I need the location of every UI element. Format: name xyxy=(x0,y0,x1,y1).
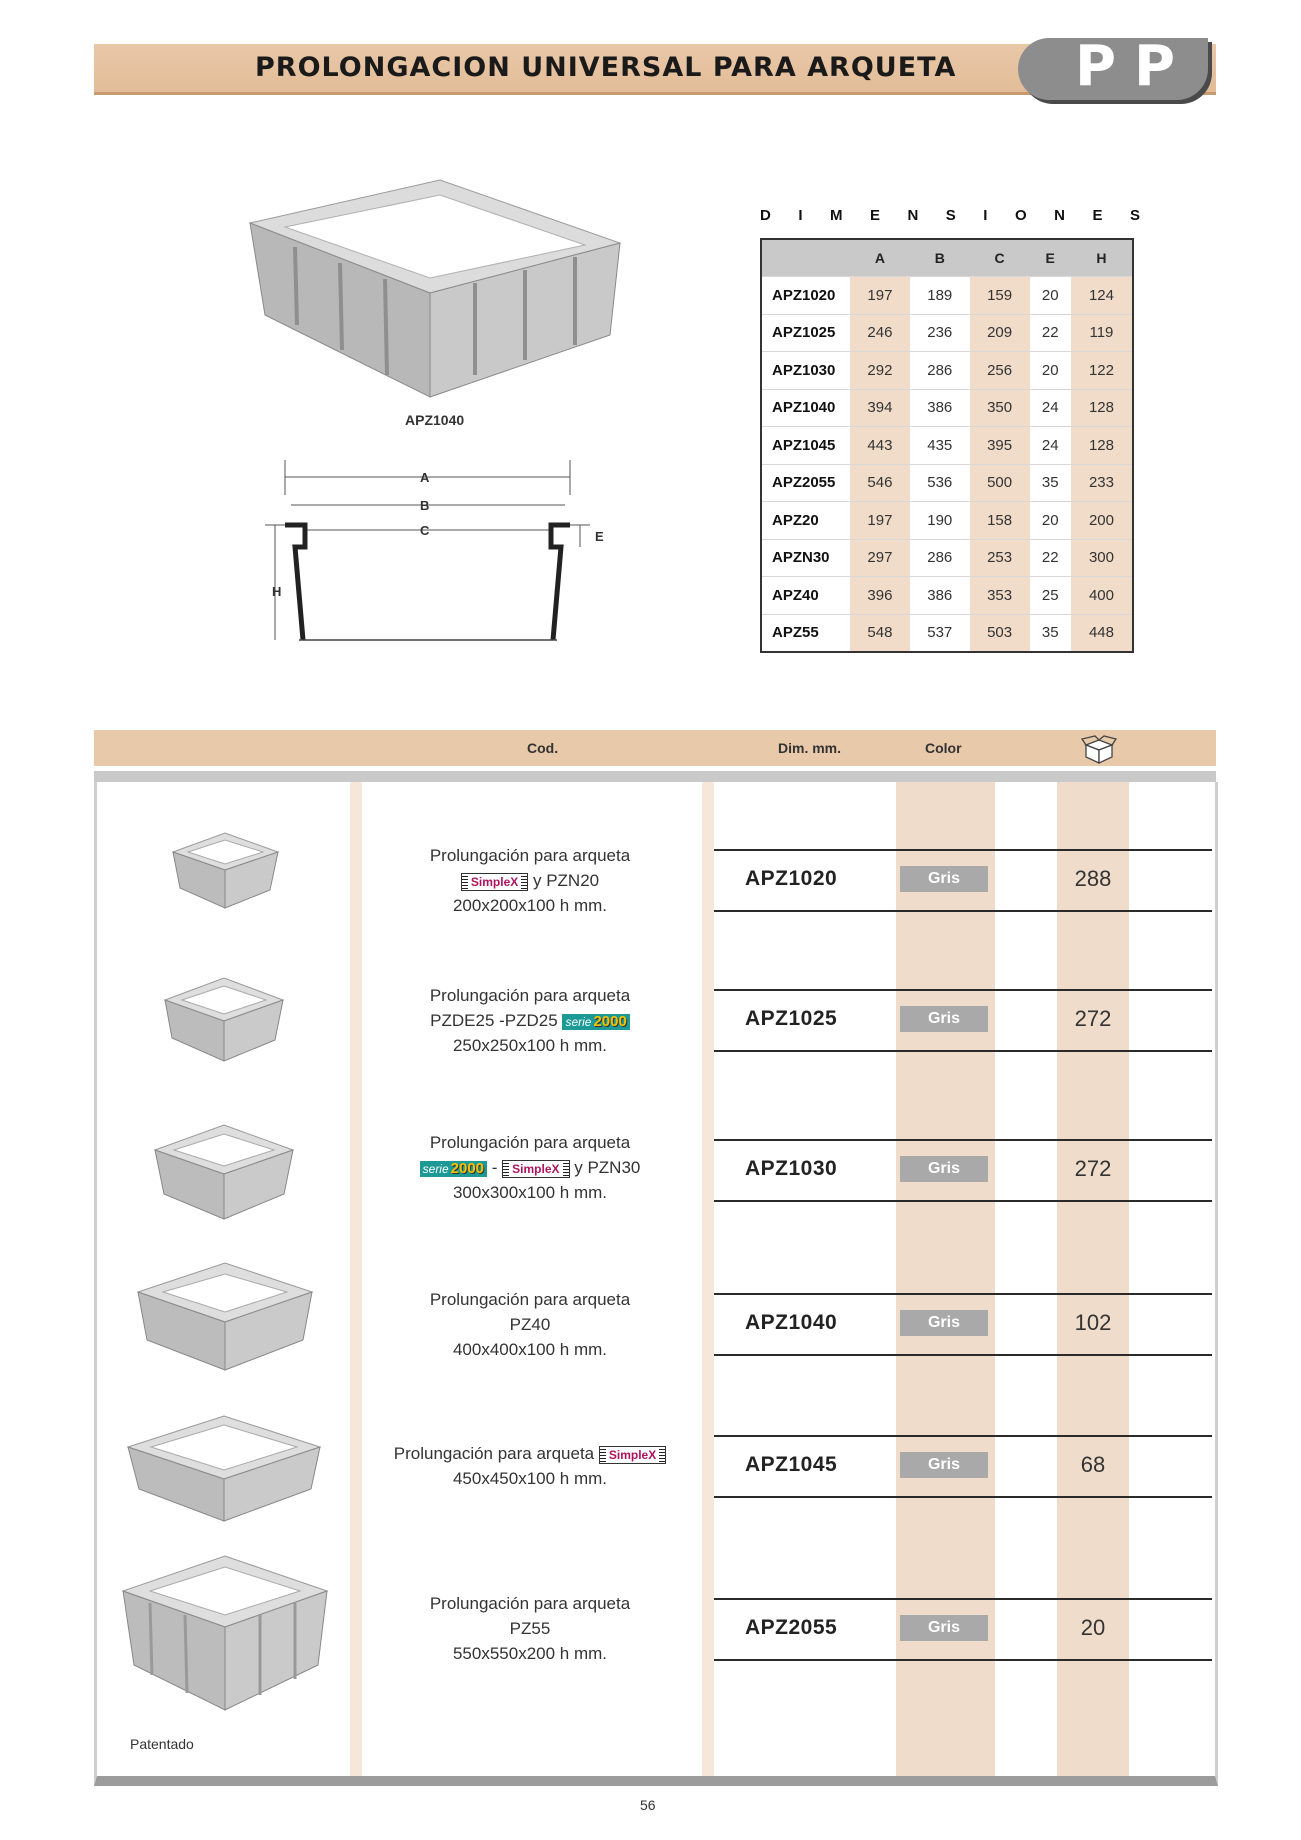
table-row: APZ40 396 386 353 25 400 xyxy=(761,577,1133,615)
simplex-logo: SimpleX xyxy=(599,1446,666,1464)
table-header-a: A xyxy=(850,239,910,277)
product-thumbnail xyxy=(162,975,286,1063)
row-divider xyxy=(714,1598,1212,1600)
product-description: Prolungación para arqueta PZ40 400x400x100 h mm. xyxy=(429,1290,631,1359)
diagram-label-c: C xyxy=(420,523,430,538)
color-badge: Gris xyxy=(900,1156,988,1182)
box-quantity: 102 xyxy=(1074,1310,1112,1335)
box-quantity: 288 xyxy=(1074,866,1112,891)
product-code: APZ2055 xyxy=(745,1616,838,1639)
table-row: APZ2055 546 536 500 35 233 xyxy=(761,464,1133,502)
table-row: APZ1040 394 386 350 24 128 xyxy=(761,389,1133,427)
table-header-h: H xyxy=(1071,239,1133,277)
product-thumbnail xyxy=(120,1553,330,1713)
table-row: APZ55 548 537 503 35 448 xyxy=(761,614,1133,652)
color-badge: Gris xyxy=(900,1310,988,1336)
row-divider xyxy=(714,1659,1212,1661)
dimensions-diagram xyxy=(255,455,625,650)
color-badge: Gris xyxy=(900,866,988,892)
box-icon xyxy=(1080,735,1118,765)
serie-2000-logo: serie 2000 xyxy=(420,1161,487,1177)
product-thumbnail xyxy=(170,830,280,910)
product-description: Prolungación para arqueta PZ55 550x550x200 h mm. xyxy=(429,1594,631,1663)
diagram-label-e: E xyxy=(595,529,604,544)
page-number: 56 xyxy=(640,1797,656,1813)
diagram-label-h: H xyxy=(272,584,282,599)
table-header-e: E xyxy=(1030,239,1071,277)
header-color: Color xyxy=(925,740,962,756)
product-description: Prolungación para arqueta SimpleX y PZN20 200x200x100 h mm. xyxy=(429,846,631,915)
product-description: Prolungación para arqueta PZDE25 -PZD25 serie 2000 250x250x100 h mm. xyxy=(429,986,631,1055)
page-title: PROLONGACION UNIVERSAL PARA ARQUETA xyxy=(255,52,957,83)
row-divider xyxy=(714,1200,1212,1202)
product-list-header xyxy=(94,730,1216,766)
product-code: APZ1040 xyxy=(745,1311,838,1334)
row-divider xyxy=(714,1496,1212,1498)
row-divider xyxy=(714,1050,1212,1052)
product-code: APZ1020 xyxy=(745,867,838,890)
simplex-logo: SimpleX xyxy=(461,873,528,891)
dimensions-title: D I M E N S I O N E S xyxy=(760,207,1140,224)
table-row: APZ1030 292 286 256 20 122 xyxy=(761,352,1133,390)
dimensions-table xyxy=(760,238,1134,653)
header-dim: Dim. mm. xyxy=(778,740,842,756)
row-divider xyxy=(714,910,1212,912)
serie-2000-logo: serie 2000 xyxy=(562,1014,629,1030)
table-header-row xyxy=(761,239,1133,277)
product-thumbnail xyxy=(125,1413,323,1523)
product-thumbnail xyxy=(135,1260,315,1372)
row-divider xyxy=(714,1293,1212,1295)
product-image-apz1040 xyxy=(245,175,625,405)
box-quantity: 272 xyxy=(1074,1006,1112,1031)
product-image-caption: APZ1040 xyxy=(405,412,465,428)
box-quantity: 20 xyxy=(1080,1615,1106,1640)
table-header-code xyxy=(761,239,850,277)
color-badge: Gris xyxy=(900,1615,988,1641)
product-thumbnail xyxy=(152,1122,296,1222)
row-divider xyxy=(714,1139,1212,1141)
table-row: APZ1020 197 189 159 20 124 xyxy=(761,277,1133,315)
row-divider xyxy=(714,849,1212,851)
patent-note: Patentado xyxy=(130,1736,194,1752)
product-description: Prolungación para arqueta serie 2000 - SimpleX y PZN30 300x300x100 h mm. xyxy=(380,1130,680,1205)
table-row: APZ1045 443 435 395 24 128 xyxy=(761,427,1133,465)
diagram-label-b: B xyxy=(420,498,430,513)
table-header-c: C xyxy=(970,239,1030,277)
diagram-label-a: A xyxy=(420,470,430,485)
row-divider xyxy=(714,989,1212,991)
row-divider xyxy=(714,1435,1212,1437)
box-quantity: 68 xyxy=(1080,1452,1106,1477)
table-row: APZ1025 246 236 209 22 119 xyxy=(761,314,1133,352)
product-code: APZ1025 xyxy=(745,1007,838,1030)
table-row: APZ20 197 190 158 20 200 xyxy=(761,502,1133,540)
table-header-b: B xyxy=(910,239,970,277)
product-code: APZ1030 xyxy=(745,1157,838,1180)
category-badge-text: PP xyxy=(1075,34,1194,99)
header-rule xyxy=(94,771,1216,782)
row-divider xyxy=(714,1354,1212,1356)
table-row: APZN30 297 286 253 22 300 xyxy=(761,539,1133,577)
product-code: APZ1045 xyxy=(745,1453,838,1476)
color-badge: Gris xyxy=(900,1452,988,1478)
product-description: Prolungación para arqueta SimpleX 450x450x100 h mm. xyxy=(380,1441,680,1491)
header-cod: Cod. xyxy=(527,740,559,756)
box-quantity: 272 xyxy=(1074,1156,1112,1181)
simplex-logo: SimpleX xyxy=(502,1160,569,1178)
color-badge: Gris xyxy=(900,1006,988,1032)
